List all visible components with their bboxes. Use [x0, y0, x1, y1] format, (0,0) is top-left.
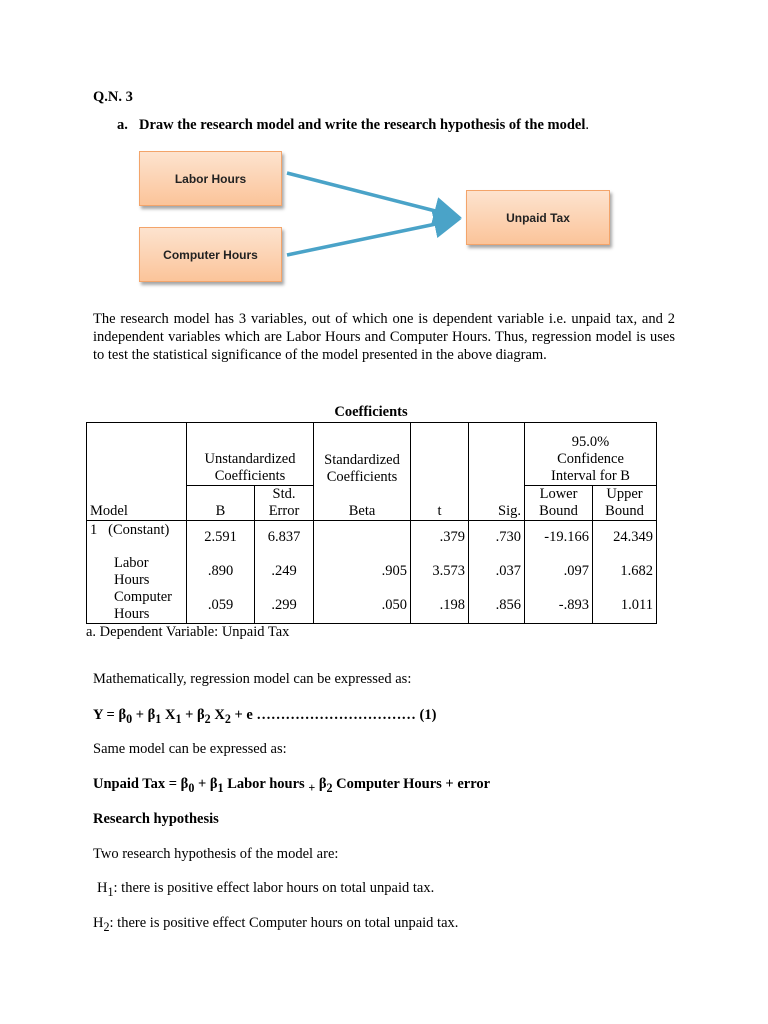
question-part-period: .	[585, 117, 589, 133]
arrow-computer-to-unpaid	[287, 220, 455, 255]
header-beta: Beta	[314, 486, 411, 521]
cell-lower: .097	[525, 555, 593, 589]
diagram-arrows	[0, 0, 768, 300]
equation-2: Unpaid Tax = $\beta_0 + \beta_1$ Labor hours $_+$ $\beta_2$ Computer Hours + error	[93, 776, 491, 795]
hypothesis-1: $H_1$: there is positive effect labor hours on total unpaid tax.	[97, 880, 435, 899]
cell-std-error: .249	[255, 555, 314, 589]
intro-paragraph: The research model has 3 variables, out of which one is dependent variable i.e. unpaid tax, and 2 independent variables which are Labor Hours and Computer Hours. Thus, regression model is uses to test the statistical significance of the model presented in the above diagram.	[93, 311, 675, 363]
header-model-cell	[87, 423, 187, 521]
cell-upper: 1.011	[593, 589, 657, 624]
cell-sig: .037	[469, 555, 525, 589]
cell-b: 2.591	[187, 521, 255, 555]
math-intro: Mathematically, regression model can be expressed as:	[93, 671, 412, 687]
header-standardized: Standardized Coefficients	[314, 423, 411, 486]
computer-hours-label: Computer Hours	[163, 247, 258, 262]
cell-sig: .856	[469, 589, 525, 624]
cell-beta	[314, 521, 411, 555]
header-lower-bound: Lower Bound	[525, 486, 593, 521]
cell-upper: 24.349	[593, 521, 657, 555]
row-name: Labor Hours	[87, 555, 187, 589]
coefficients-table	[86, 422, 657, 624]
hypothesis-2: $H_2$: there is positive effect Computer hours on total unpaid tax.	[93, 915, 459, 934]
cell-b: .890	[187, 555, 255, 589]
question-part-label: a.	[117, 117, 128, 133]
question-part-body: Draw the research model and write the research hypothesis of the model	[139, 117, 586, 133]
table-row	[87, 521, 657, 555]
unpaid-tax-label: Unpaid Tax	[506, 210, 570, 225]
hypothesis-heading: Research hypothesis	[93, 811, 219, 827]
cell-t: .379	[411, 521, 469, 555]
cell-lower: -19.166	[525, 521, 593, 555]
labor-hours-label: Labor Hours	[174, 171, 247, 186]
header-upper-bound: Upper Bound	[593, 486, 657, 521]
header-unstandardized: Unstandardized Coefficients	[187, 423, 314, 486]
row-name: (Constant)	[108, 522, 170, 538]
cell-t: .198	[411, 589, 469, 624]
arrow-labor-to-unpaid	[287, 173, 455, 216]
model-number: 1	[90, 522, 98, 538]
cell-upper: 1.682	[593, 555, 657, 589]
hypothesis-intro: Two research hypothesis of the model are:	[93, 846, 339, 862]
same-model-text: Same model can be expressed as:	[93, 741, 287, 757]
question-number: Q.N. 3	[93, 89, 133, 105]
header-b: B	[187, 486, 255, 521]
table-title: Coefficients	[334, 404, 408, 420]
table-row	[87, 555, 657, 589]
cell-lower: -.893	[525, 589, 593, 624]
cell-sig: .730	[469, 521, 525, 555]
cell-beta: .050	[314, 589, 411, 624]
cell-b: .059	[187, 589, 255, 624]
cell-std-error: 6.837	[255, 521, 314, 555]
header-std-error: Std. Error	[255, 486, 314, 521]
row-name: Computer Hours	[87, 589, 187, 624]
cell-beta: .905	[314, 555, 411, 589]
table-row	[87, 589, 657, 624]
table-footnote: a. Dependent Variable: Unpaid Tax	[86, 624, 290, 640]
header-model: Model	[90, 503, 128, 519]
row-constant-label	[87, 521, 187, 555]
header-confidence: 95.0% Confidence Interval for B	[525, 423, 657, 486]
equation-1: $Y = \beta_0 + \beta_1$ $X_1 + \beta_2$ $X_2 + e$ …………………………… (1)	[93, 707, 437, 726]
table-header-row-1	[87, 423, 657, 486]
header-sig: Sig.	[469, 423, 525, 521]
header-t: t	[411, 423, 469, 521]
cell-std-error: .299	[255, 589, 314, 624]
cell-t: 3.573	[411, 555, 469, 589]
